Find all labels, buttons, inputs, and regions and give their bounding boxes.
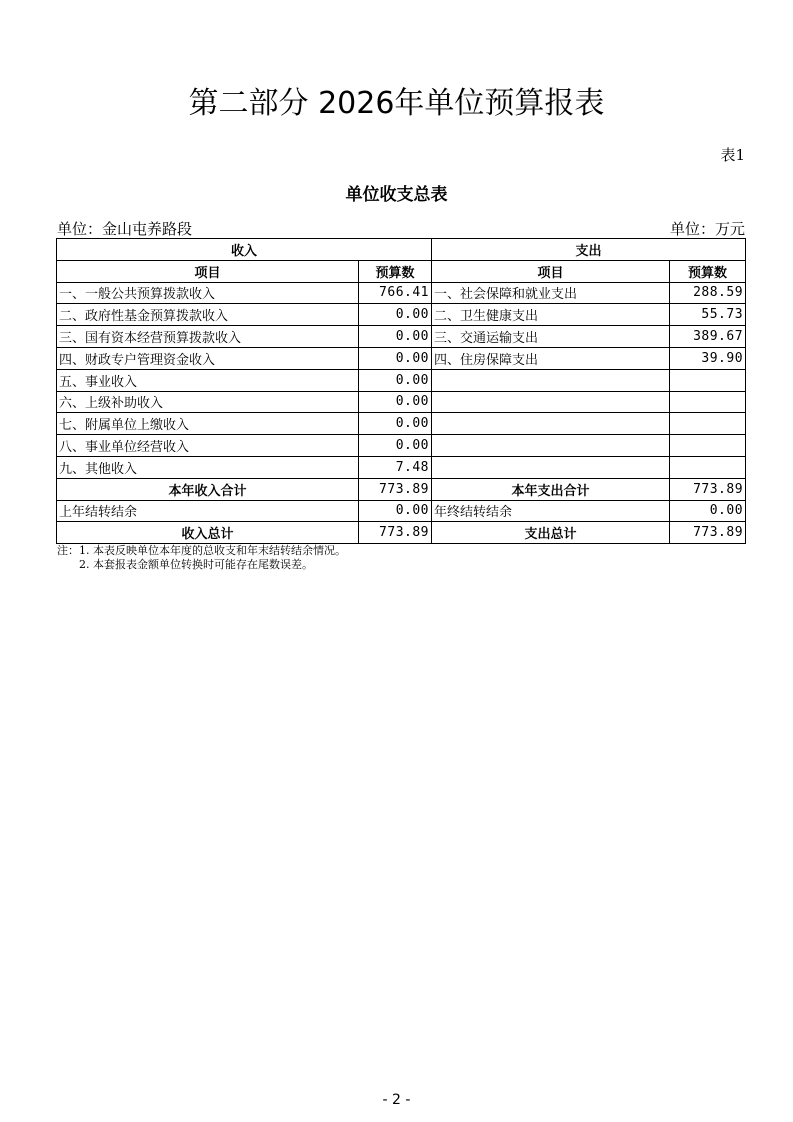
table-row xyxy=(57,391,746,413)
budget-table xyxy=(56,238,746,544)
note-2: 2. 本套报表金额单位转换时可能存在尾数误差。 xyxy=(79,558,313,571)
expense-value xyxy=(670,391,746,413)
income-value: 7.48 xyxy=(359,456,432,478)
table-row xyxy=(57,413,746,435)
prior-carry-label: 上年结转结余 xyxy=(57,500,359,522)
income-label: 五、事业收入 xyxy=(57,369,359,391)
table-row xyxy=(57,347,746,369)
expense-grand-total-value: 773.89 xyxy=(670,522,746,544)
table-title: 单位收支总表 xyxy=(345,185,448,205)
expense-value xyxy=(670,456,746,478)
carry-over-row xyxy=(57,500,746,522)
expense-label xyxy=(432,413,670,435)
expense-header: 支出 xyxy=(432,239,746,261)
expense-grand-total-label: 支出总计 xyxy=(432,522,670,544)
table-row xyxy=(57,326,746,348)
expense-label xyxy=(432,391,670,413)
expense-value xyxy=(670,369,746,391)
table-notes xyxy=(57,544,346,572)
income-value: 766.41 xyxy=(359,282,432,304)
income-label: 八、事业单位经营收入 xyxy=(57,435,359,457)
income-label: 四、财政专户管理资金收入 xyxy=(57,347,359,369)
income-grand-total-label: 收入总计 xyxy=(57,522,359,544)
expense-item-header: 项目 xyxy=(432,260,670,282)
income-item-header: 项目 xyxy=(57,260,359,282)
year-expense-total-label: 本年支出合计 xyxy=(432,478,670,500)
page-number: - 2 - xyxy=(382,1092,411,1108)
income-label: 六、上级补助收入 xyxy=(57,391,359,413)
expense-value: 55.73 xyxy=(670,304,746,326)
grand-total-row xyxy=(57,522,746,544)
expense-label: 三、交通运输支出 xyxy=(432,326,670,348)
year-income-total-label: 本年收入合计 xyxy=(57,478,359,500)
income-label: 七、附属单位上缴收入 xyxy=(57,413,359,435)
income-value: 0.00 xyxy=(359,391,432,413)
note-1: 注：1. 本表反映单位本年度的总收支和年末结转结余情况。 xyxy=(57,544,346,557)
income-label: 二、政府性基金预算拨款收入 xyxy=(57,304,359,326)
expense-label: 四、住房保障支出 xyxy=(432,347,670,369)
expense-label xyxy=(432,435,670,457)
expense-label xyxy=(432,456,670,478)
income-label: 九、其他收入 xyxy=(57,456,359,478)
column-header-row xyxy=(57,260,746,282)
income-value: 0.00 xyxy=(359,304,432,326)
table-row xyxy=(57,369,746,391)
expense-value: 389.67 xyxy=(670,326,746,348)
section-header-row xyxy=(57,239,746,261)
expense-value xyxy=(670,435,746,457)
year-income-total-value: 773.89 xyxy=(359,478,432,500)
expense-label xyxy=(432,369,670,391)
income-value: 0.00 xyxy=(359,413,432,435)
expense-budget-header: 预算数 xyxy=(670,260,746,282)
table-row xyxy=(57,282,746,304)
income-label: 三、国有资本经营预算拨款收入 xyxy=(57,326,359,348)
year-total-row xyxy=(57,478,746,500)
table-row xyxy=(57,435,746,457)
expense-label: 一、社会保障和就业支出 xyxy=(432,282,670,304)
income-label: 一、一般公共预算拨款收入 xyxy=(57,282,359,304)
income-value: 0.00 xyxy=(359,326,432,348)
expense-value: 288.59 xyxy=(670,282,746,304)
income-budget-header: 预算数 xyxy=(359,260,432,282)
unit-name: 单位：金山屯养路段 xyxy=(57,220,193,238)
table-row xyxy=(57,304,746,326)
year-end-carry-value: 0.00 xyxy=(670,500,746,522)
income-value: 0.00 xyxy=(359,369,432,391)
expense-label: 二、卫生健康支出 xyxy=(432,304,670,326)
year-expense-total-value: 773.89 xyxy=(670,478,746,500)
income-header: 收入 xyxy=(57,239,432,261)
income-value: 0.00 xyxy=(359,435,432,457)
year-end-carry-label: 年终结转结余 xyxy=(432,500,670,522)
prior-carry-value: 0.00 xyxy=(359,500,432,522)
table-row xyxy=(57,456,746,478)
expense-value: 39.90 xyxy=(670,347,746,369)
page-title: 第二部分 2026年单位预算报表 xyxy=(188,86,605,121)
currency-unit: 单位：万元 xyxy=(669,220,745,238)
income-grand-total-value: 773.89 xyxy=(359,522,432,544)
table-number: 表1 xyxy=(720,146,745,164)
expense-value xyxy=(670,413,746,435)
income-value: 0.00 xyxy=(359,347,432,369)
